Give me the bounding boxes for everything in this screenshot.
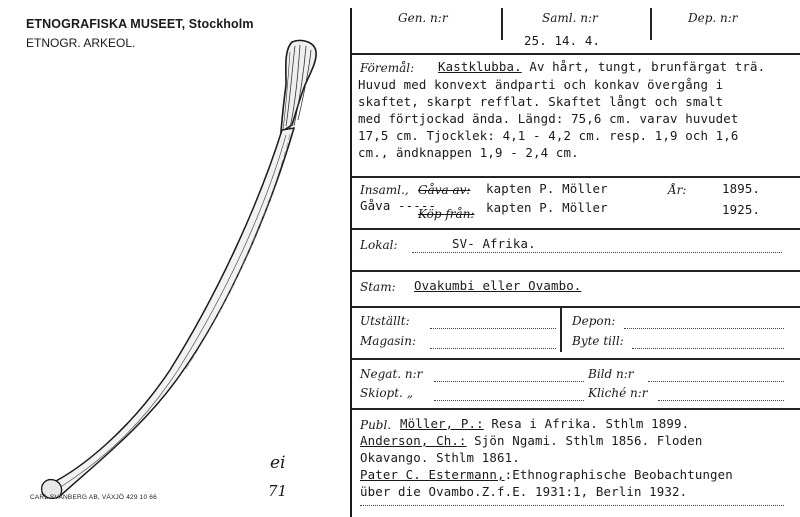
dotted-line — [434, 381, 584, 382]
dotted-line — [412, 252, 782, 253]
publication-text: :Ethnographische Beobachtungen — [504, 467, 733, 482]
department-label: ETNOGR. ARKEOL. — [26, 36, 136, 50]
object-name: Kastklubba. — [438, 59, 522, 74]
saml-nr-label: Saml. n:r — [542, 11, 598, 25]
lokal-value: SV- Afrika. — [452, 236, 536, 251]
depon-label: Depon: — [572, 314, 616, 328]
dotted-line — [658, 400, 784, 401]
bild-label: Bild n:r — [588, 367, 634, 381]
divider — [352, 53, 800, 55]
lokal-label: Lokal: — [360, 238, 398, 252]
signature-year: 71 — [268, 482, 288, 500]
saml-nr-value: 25. 14. 4. — [524, 33, 601, 48]
publication-text: Okavango. Sthlm 1861. — [360, 450, 520, 465]
dep-nr-label: Dep. n:r — [688, 11, 738, 25]
divider — [352, 306, 800, 308]
dotted-line — [430, 328, 556, 329]
publ-label: Publ. — [360, 418, 392, 432]
museum-name: ETNOGRAFISKA MUSEET, — [26, 17, 186, 31]
divider — [352, 228, 800, 230]
publication-line — [360, 484, 687, 499]
dotted-line — [632, 348, 784, 349]
divider — [352, 358, 800, 360]
dotted-line — [360, 505, 784, 506]
signature-initials: ei — [270, 453, 286, 473]
catalogue-card — [350, 8, 800, 517]
gift-year-value: 1925. — [722, 202, 761, 217]
publication-line — [360, 433, 702, 448]
gava-av-label: Gåva av: — [418, 183, 471, 197]
publication-text: Sjön Ngami. Sthlm 1856. Floden — [466, 433, 703, 448]
magasin-label: Magasin: — [360, 334, 417, 348]
foremal-line — [438, 59, 765, 74]
publication-author: Möller, P.: — [400, 416, 484, 431]
publication-line — [360, 467, 733, 482]
utstallt-label: Utställt: — [360, 314, 410, 328]
dotted-line — [430, 348, 556, 349]
skiopt-label: Skiopt. „ — [360, 386, 413, 400]
byte-till-label: Byte till: — [572, 334, 624, 348]
publication-author: Pater C. Estermann, — [360, 467, 505, 482]
stam-value: Ovakumbi eller Ovambo. — [414, 278, 582, 293]
dotted-line — [624, 328, 784, 329]
object-material: Av hårt, tungt, brunfärgat trä. — [521, 59, 766, 74]
gen-nr-label: Gen. n:r — [398, 11, 448, 25]
kop-fran-label: Köp från: — [418, 207, 475, 221]
description-line: Huvud med konvext ändparti och konkav övergång i — [358, 77, 724, 92]
divider — [501, 8, 503, 40]
printer-mark: CARL SVANBERG AB, VÄXJÖ 429 10 66 — [30, 494, 157, 501]
description-line: 17,5 cm. Tjocklek: 4,1 - 4,2 cm. resp. 1,9 och 1,6 — [358, 128, 739, 143]
gift-prefix: Gåva ----- — [360, 198, 437, 213]
description-line: cm., ändknappen 1,9 - 2,4 cm. — [358, 145, 579, 160]
throwing-club-drawing — [20, 30, 320, 500]
foremal-label: Föremål: — [360, 61, 415, 75]
description-line: skaftet, skarpt refflat. Skaftet långt och smalt — [358, 94, 724, 109]
publication-line — [400, 416, 689, 431]
publication-line — [360, 450, 520, 465]
divider — [650, 8, 652, 40]
negat-label: Negat. n:r — [360, 367, 423, 381]
year-value: 1895. — [722, 181, 761, 196]
publication-text: Resa i Afrika. Sthlm 1899. — [483, 416, 690, 431]
insaml-label: Insaml., — [360, 183, 409, 197]
dotted-line — [648, 381, 784, 382]
publication-author: Anderson, Ch.: — [360, 433, 467, 448]
description-line: med förtjockad ända. Längd: 75,6 cm. varav huvudet — [358, 111, 739, 126]
museum-city: Stockholm — [188, 17, 254, 31]
dotted-line — [434, 400, 584, 401]
year-label: År: — [668, 183, 687, 197]
collector-value: kapten P. Möller — [486, 181, 608, 196]
museum-title — [26, 17, 254, 31]
divider — [352, 270, 800, 272]
divider — [560, 308, 562, 352]
kliche-label: Kliché n:r — [588, 386, 648, 400]
stam-label: Stam: — [360, 280, 396, 294]
donor-value: kapten P. Möller — [486, 200, 608, 215]
divider — [352, 176, 800, 178]
divider — [352, 408, 800, 410]
publication-text: über die Ovambo.Z.f.E. 1931:1, Berlin 1932. — [360, 484, 688, 499]
